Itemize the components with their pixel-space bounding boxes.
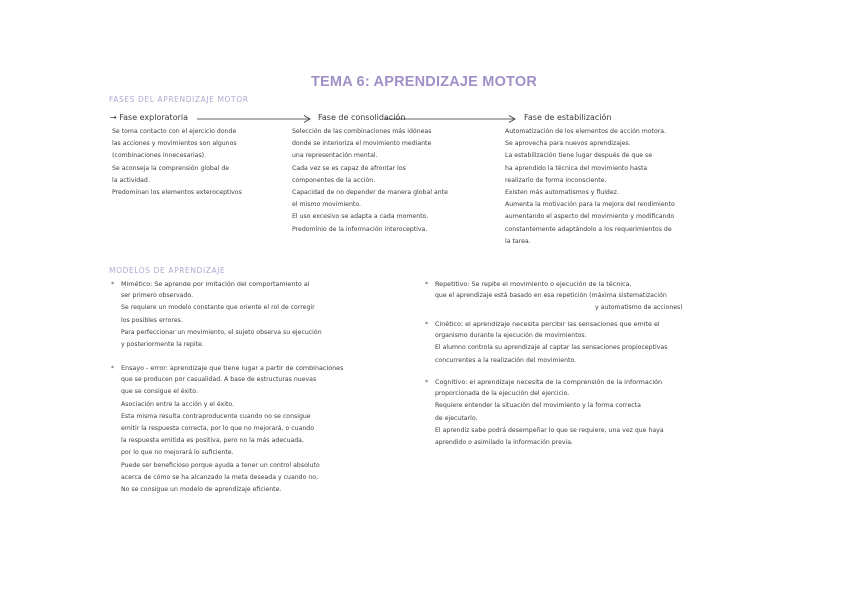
text-line: las acciones y movimientos son algunos [112,140,237,148]
text-line: Asociación entre la acción y el éxito. [121,400,235,408]
text-line: Requiere entender la situación del movimiento y la forma correcta [435,402,641,410]
text-line: donde se interioriza el movimiento mediante [292,140,432,148]
page-title: TEMA 6: APRENDIZAJE MOTOR [310,74,537,90]
asterisk-bullet-icon: * [425,280,429,288]
text-line: de ejecutarlo. [435,414,478,422]
text-line: la actividad. [112,176,150,184]
phases-heading: FASES DEL APRENDIZAJE MOTOR [109,95,249,104]
text-line: emitir la respuesta correcta, por lo que no mejorará, o cuando [121,425,315,433]
text-line: Existen más automatismos y fluidez. [505,189,619,197]
right-arrow-icon [384,114,520,124]
text-line: La estabilización tiene lugar después de que se [505,152,653,160]
text-line: proporcionada de la ejecución del ejercicio. [435,390,570,398]
text-line: que el aprendizaje está basado en esa repetición (máxima sistematización [435,292,667,300]
text-line: por lo que no mejorará lo suficiente. [121,449,234,457]
text-line: Puede ser beneficioso porque ayuda a tener un control absoluto [121,461,320,469]
text-line: Para perfeccionar un movimiento, el sujeto observa su ejecución [121,328,322,336]
text-line: acerca de cómo se ha alcanzado la meta deseada y cuando no, [121,473,319,481]
model-cinetico [425,318,745,367]
text-line: la tarea. [505,237,531,245]
asterisk-bullet-icon: * [111,364,115,372]
models-heading: MODELOS DE APRENDIZAJE [109,266,226,275]
text-line: Predominan los elementos exteroceptivos [112,189,242,197]
text-line: el mismo movimiento. [292,201,361,209]
text-line: Se aprovecha para nuevos aprendizajes. [505,140,631,148]
right-arrow-icon [197,114,315,124]
text-line: (combinaciones innecesarias). [112,152,207,160]
text-line: una representación mental. [292,152,378,160]
model-title: * Mimético: Se aprende por imitación del comportamiento al [111,278,411,290]
text-line: Automatización de los elementos de acción motora. [505,128,667,135]
text-line: Se toma contacto con el ejercicio donde [112,128,237,135]
phase-2-title: Fase de consolidación [318,113,406,122]
text-line: ha aprendido la técnica del movimiento hasta [505,164,648,172]
model-title: * Ensayo - error: aprendizaje que tiene lugar a partir de combinaciones [111,362,411,374]
text-line: que se consigue el éxito. [121,388,198,396]
phase-3-body [505,126,735,248]
text-line: la respuesta emitida es positiva, pero no la más adecuada, [121,437,304,445]
model-cognitivo [425,376,745,449]
model-title: * Repetitivo: Se repite el movimiento o ejecución de la técnica, [425,278,745,290]
phase-1-body [112,126,292,199]
model-repetitivo [425,278,745,315]
model-mimetico [111,278,411,351]
text-line: Capacidad de no depender de manera global ante [292,189,448,197]
text-line: Se aconseja la comprensión global de [112,164,230,172]
text-line: aprendido o asimilado la información previa. [435,439,574,447]
arrow-lead-icon: → [110,113,120,122]
text-line: y posteriormente la repite. [121,341,204,349]
text-line: los posibles errores. [121,316,183,324]
text-line: realizarlo de forma inconsciente. [505,176,607,184]
text-line: constantemente adaptándolo a los requerimientos de [505,225,672,233]
text-line: El alumno controla su aprendizaje al captar las sensaciones propioceptivas [435,344,668,352]
text-line: que se producen por casualidad. A base de estructuras nuevas [121,376,317,384]
text-line: componentes de la acción. [292,176,376,184]
text-line: aumentando el aspecto del movimiento y modificando [505,213,675,221]
text-line: Se requiere un modelo constante que oriente el rol de corregir [121,304,315,312]
text-line: y automatismo de acciones) [595,304,683,312]
model-title: * Cinético: el aprendizaje necesita percibir las sensaciones que emite el [425,318,745,330]
phase-3-title: Fase de estabilización [524,113,612,122]
text-line: concurrentes a la realización del movimiento. [435,356,577,364]
asterisk-bullet-icon: * [425,320,429,328]
text-line: ser primero observado. [121,292,194,300]
phase-1-title: → Fase exploratoria [110,113,188,122]
model-ensayo-error [111,362,411,496]
text-line: Predominio de la información interoceptiva. [292,225,428,233]
model-title: * Cognitivo: el aprendizaje necesita de la comprensión de la información [425,376,745,388]
text-line: Selección de las combinaciones más idóneas [292,128,432,135]
text-line: Esta misma resulta contraproducente cuando no se consigue [121,412,311,420]
text-line: El uso excesivo se adapta a cada momento. [292,213,429,221]
phase-2-body [292,126,492,236]
text-line: Cada vez se es capaz de afrontar los [292,164,406,172]
text-line: No se consigue un modelo de aprendizaje eficiente. [121,486,282,494]
asterisk-bullet-icon: * [111,280,115,288]
text-line: Aumenta la motivación para la mejora del rendimiento [505,201,675,209]
text-line: El aprendiz sabe podrá desempeñar lo que se requiere, una vez que haya [435,426,664,434]
asterisk-bullet-icon: * [425,378,429,386]
text-line: organismo durante la ejecución de movimientos. [435,332,587,340]
